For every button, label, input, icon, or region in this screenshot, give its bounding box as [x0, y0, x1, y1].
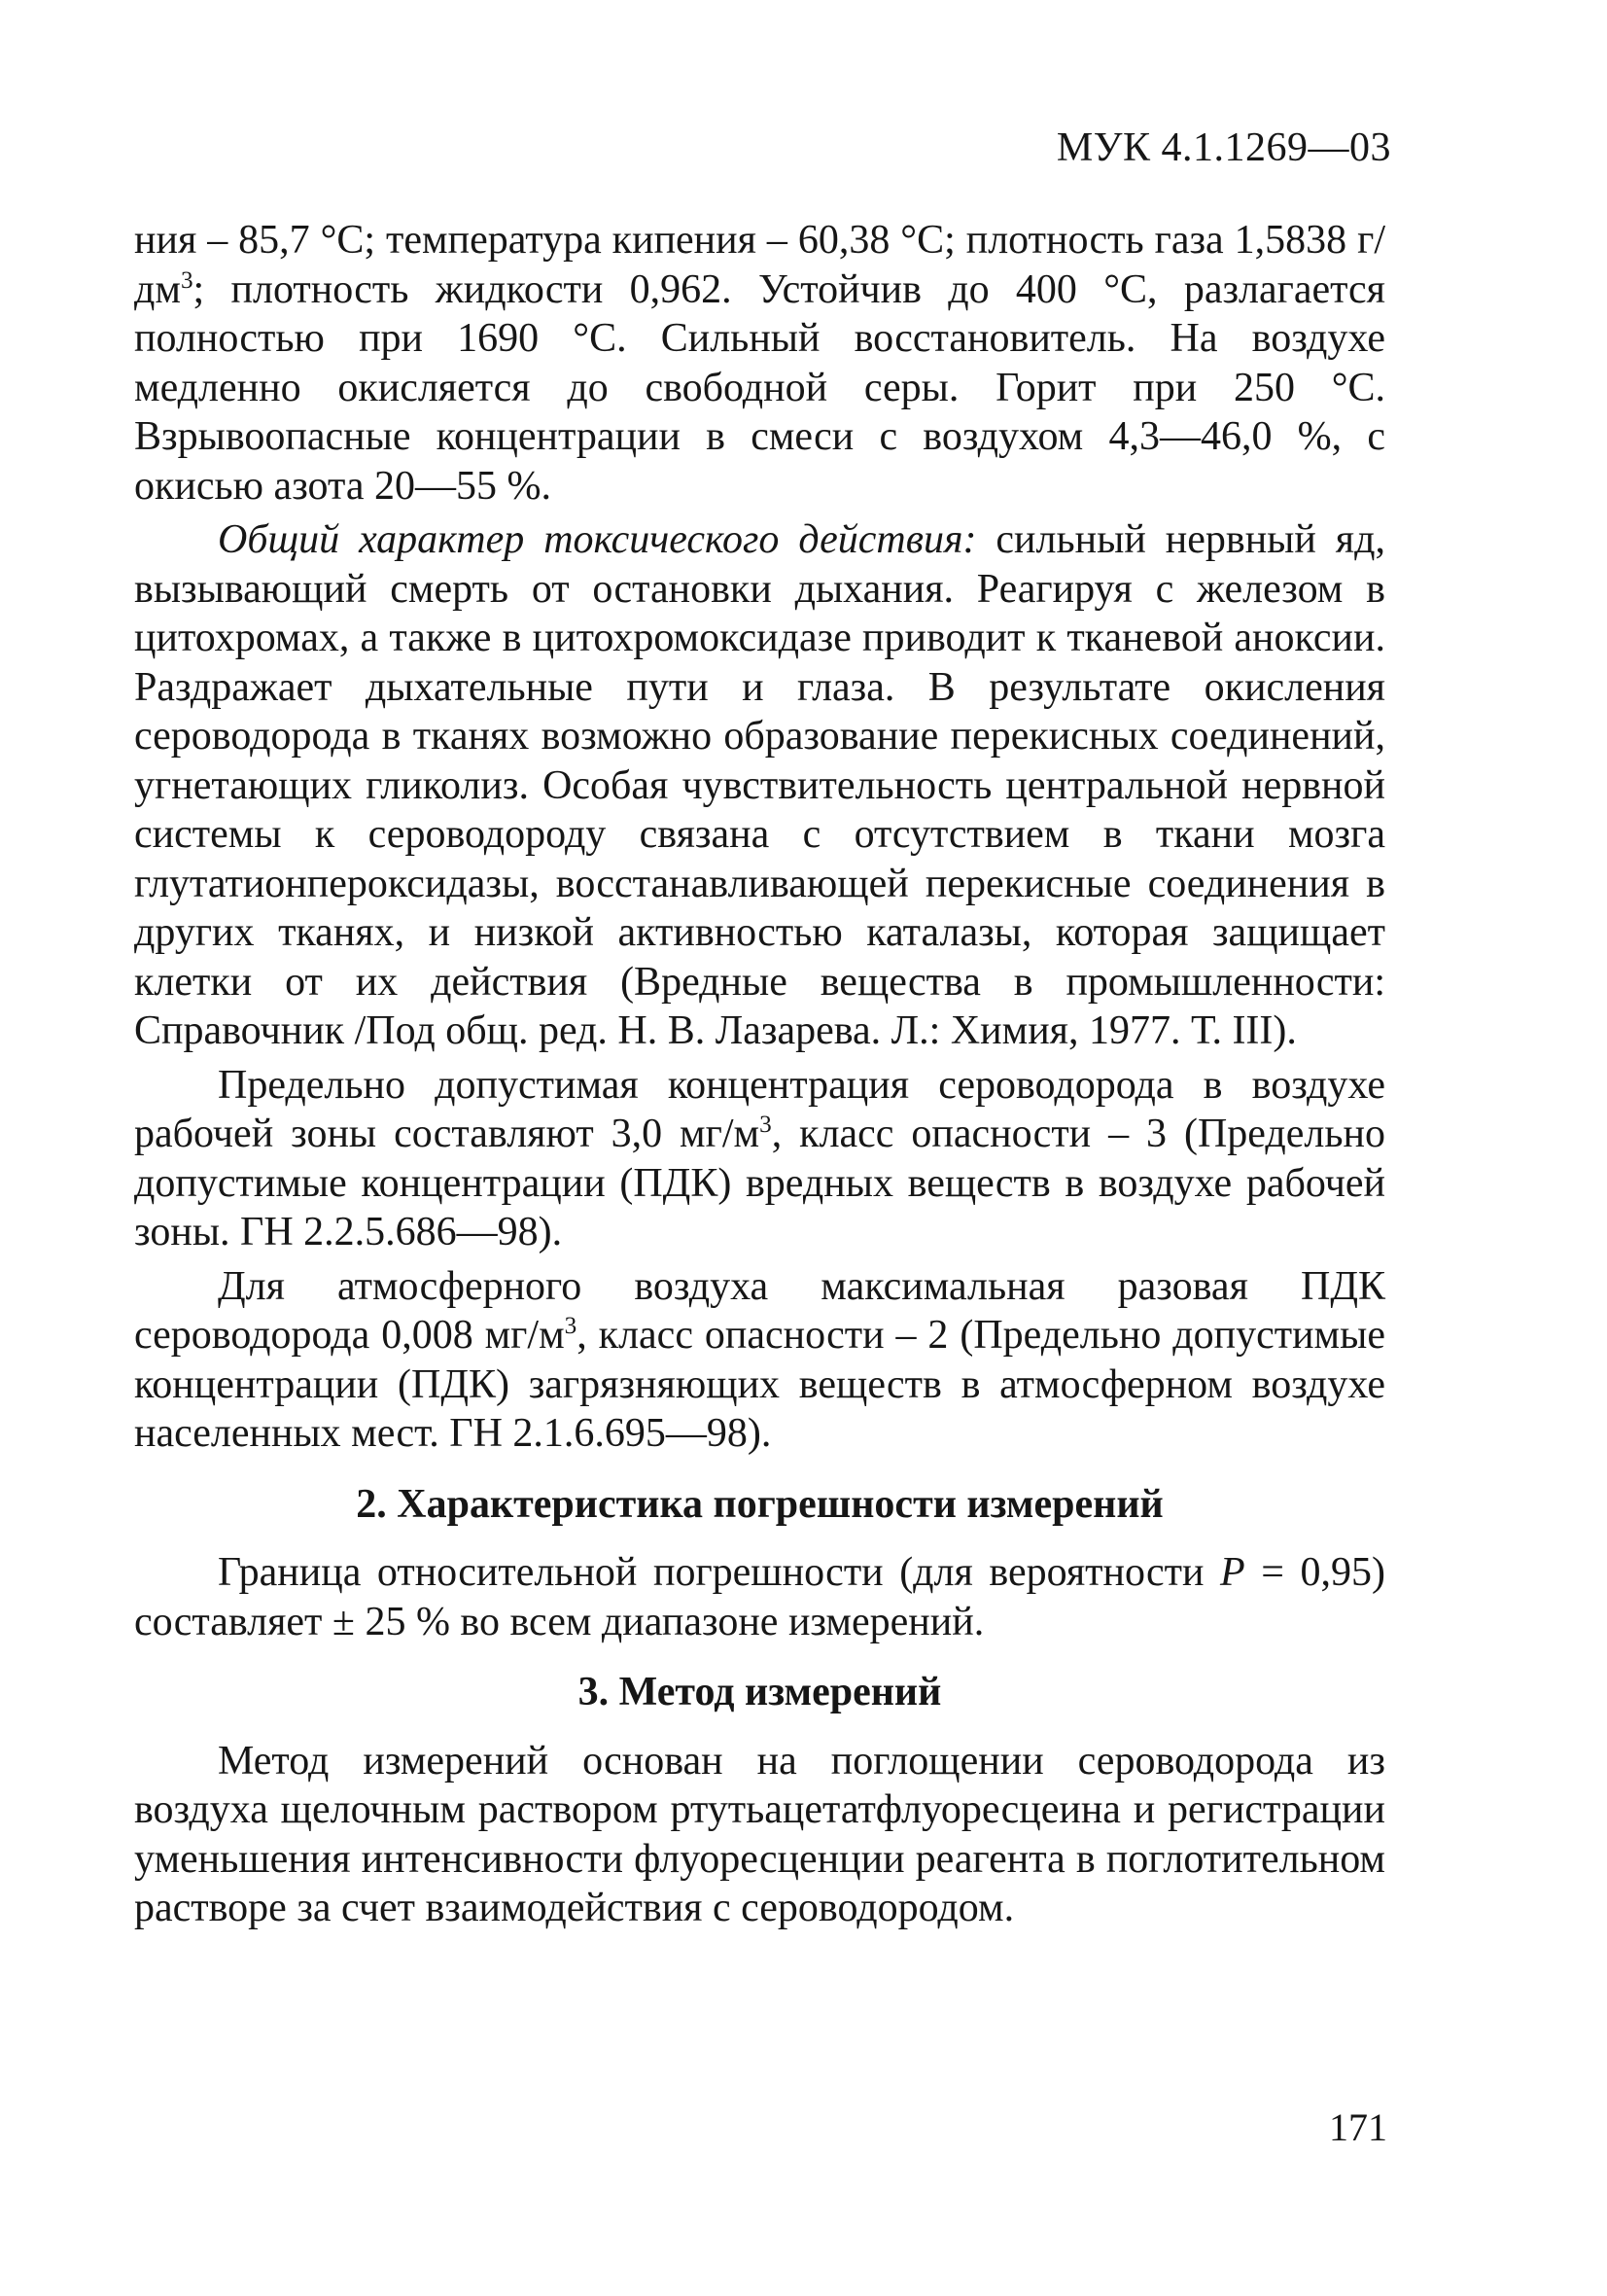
page-number: 171 [1329, 2105, 1387, 2149]
superscript: 3 [180, 266, 193, 294]
paragraph-method: Метод измерений основан на поглощении сероводорода из воздуха щелочным раствором ртутьацетатфлуоресцеина и регистрации уменьшения интенсивности флуоресценции реагента в поглотительном растворе за счет взаимодействия с сероводородом. [134, 1738, 1385, 1930]
body-text [134, 216, 1385, 1933]
italic-lead-in: Общий характер токсического действия: [218, 517, 977, 562]
section-heading-error: 2. Характеристика погрешности измерений [356, 1481, 1164, 1527]
paragraph-physical-properties [134, 216, 1385, 511]
superscript: 3 [759, 1112, 772, 1138]
text-segment: ; плотность жидкости 0,962. Устойчив до 400 °С, разлагается полностью при 1690 °С. Сильный восстановитель. На воздухе медленно окисляется до свободной серы. Горит при 250 °С. Взрывоопасные концентрации в смеси с воздухом 4,3—46,0 %, с окисью азота 20—55 %. [134, 266, 1385, 509]
text-segment: Предельно допустимая концентрация сероводорода в воздухе рабочей зоны составляют 3,0 мг/м [134, 1062, 1385, 1156]
text-segment: Граница относительной погрешности (для вероятности [218, 1550, 1221, 1595]
paragraph-atmospheric-limit [134, 1262, 1385, 1459]
text-segment: ния – 85,7 °С; температура кипения – 60,38 °С; плотность газа 1,5838 г/дм [134, 218, 1385, 312]
text-segment: , класс опасности – 3 (Предельно допустимые концентрации (ПДК) вредных веществ в воздухе рабочей зоны. ГН 2.2.5.686—98). [134, 1112, 1385, 1254]
paragraph-toxic-action [134, 515, 1385, 1056]
text-segment: = 0,95) составляет ± 25 % во всем диапазоне измерений. [134, 1550, 1385, 1644]
paragraph-workplace-limit [134, 1061, 1385, 1257]
section-heading-method: 3. Метод измерений [577, 1670, 942, 1714]
text-segment: Для атмосферного воздуха максимальная разовая ПДК сероводорода 0,008 мг/м [134, 1263, 1385, 1358]
running-header: МУК 4.1.1269—03 [1056, 125, 1391, 170]
text-segment: сильный нервный яд, вызывающий смерть от остановки дыхания. Реагируя с железом в цитохромах, а также в цитохромоксидазе приводит к тканевой аноксии. Раздражает дыхательные пути и глаза. В результате окисления сероводорода в тканях возможно образование перекисных соединений, угнетающих гликолиз. Особая чувствительность центральной нервной системы к сероводороду связана с отсутствием в ткани мозга глутатионпероксидазы, восстанавливающей перекисные соединения в других тканях, и низкой активностью каталазы, которая защищает клетки от их действия (Вредные вещества в промышленности: Справочник /Под общ. ред. Н. В. Лазарева. Л.: Химия, 1977. Т. III). [134, 517, 1385, 1053]
variable-p: P [1220, 1550, 1245, 1595]
superscript: 3 [564, 1313, 577, 1339]
text-segment: , класс опасности – 2 (Предельно допустимые концентрации (ПДК) загрязняющих веществ в атмосферном воздухе населенных мест. ГН 2.1.6.695—98). [134, 1313, 1385, 1456]
paragraph-error-bound [134, 1548, 1385, 1646]
